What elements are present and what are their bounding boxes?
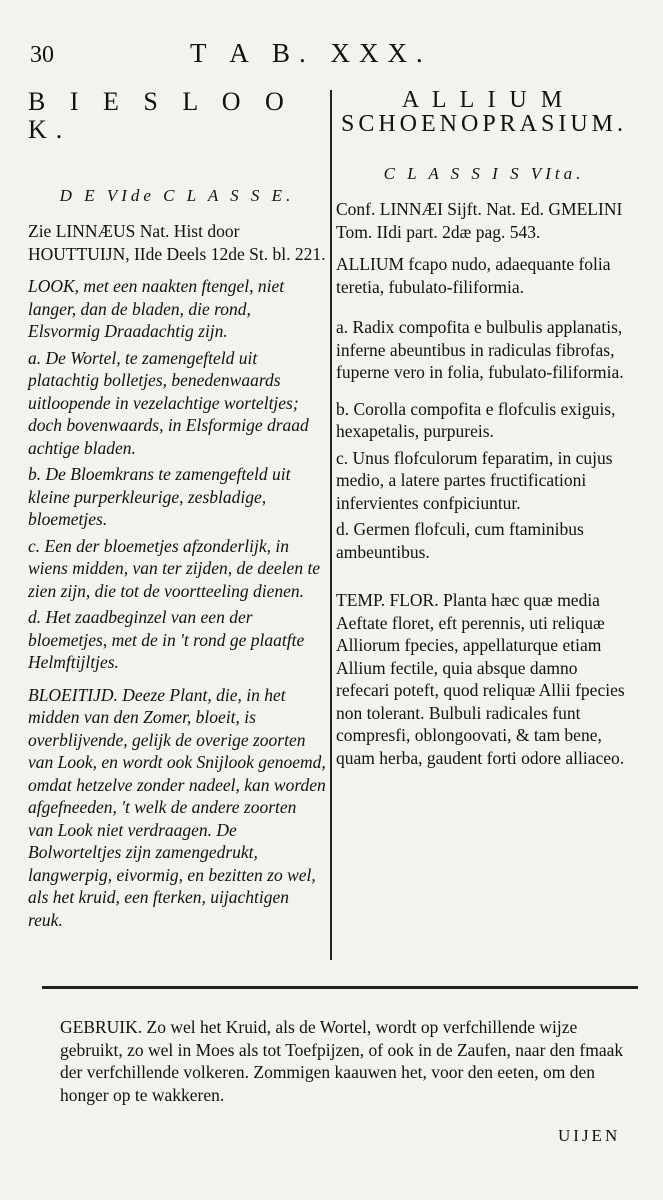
- dutch-flowering-time: BLOEITIJD. Deeze Plant, die, in het midden van den Zomer, bloeit, is overblijvende, gelijk de overige zoorten van Look, en wordt ook Snijlook genoemd, omdat hetzelve zonder nadeel, kan worden afgefneeden, 't welk de andere zoorten van Look niet verdraagen. De Bolworteltjes zijn zamengedrukt, langwerpig, eivormig, en bezitten zo wel, als het kruid, een fterken, uijachtigen reuk.: [28, 684, 326, 930]
- dutch-plant-name: B I E S L O O K.: [28, 87, 293, 144]
- catchword: UIJEN: [558, 1126, 621, 1145]
- section-rule: [42, 986, 638, 989]
- usage-paragraph: GEBRUIK. Zo wel het Kruid, als de Wortel, wordt op verfchillende wijze gebruikt, zo wel in Moes als tot Toefpijzen, of ook in de Zaufen, naar den fmaak der verfchillende volkeren. Zommigen kaauwen het, voor den eeten, om den honger op te wakkeren.: [60, 1017, 624, 1105]
- page-number: 30: [30, 42, 54, 68]
- dutch-item-a: a. De Wortel, te zamengefteld uit platachtig bolletjes, benedenwaards uitloopende in vezelachtige worteltjes; doch bovenwaards, in Elsformige draad achtige bladen.: [28, 347, 309, 458]
- latin-plant-name-line1: A L L I U M: [401, 87, 567, 113]
- dutch-item-d: d. Het zaadbeginzel van een der bloemetjes, met de in 't rond ge plaatfte Helmftijltjes.: [28, 607, 305, 672]
- latin-item-a: a. Radix compofita e bulbulis applanatis, inferne abeuntibus in radiculas fibrofas, fuperne vero in folia, fubulato-filiformia.: [336, 317, 624, 382]
- latin-item-d: d. Germen flofculi, cum ftaminibus ambeuntibus.: [336, 519, 584, 562]
- dutch-item-b: b. De Bloemkrans te zamengefteld uit kleine purperkleurige, zesbladige, bloemetjes.: [28, 464, 291, 529]
- plate-title: T A B. XXX.: [190, 38, 432, 68]
- latin-plant-name-line2: SCHOENOPRASIUM.: [340, 111, 628, 137]
- latin-reference: Conf. LINNÆI Sijft. Nat. Ed. GMELINI Tom. IIdi part. 2dæ pag. 543.: [336, 199, 623, 242]
- latin-class-heading: C L A S S I S VIta.: [383, 164, 585, 183]
- dutch-column: [28, 88, 326, 931]
- dutch-class-heading: D E VIde C L A S S E.: [59, 186, 295, 205]
- column-divider: [330, 90, 332, 960]
- latin-item-b: b. Corolla compofita e flofculis exiguis, hexapetalis, purpureis.: [336, 398, 616, 441]
- latin-description: ALLIUM fcapo nudo, adaequante folia teretia, fubulato-filiformia.: [336, 254, 611, 297]
- latin-flowering-time: TEMP. FLOR. Planta hæc quæ media Aeftate floret, eft perennis, uti reliquæ Alliorum fpecies, appellaturque etiam Allium fectile, quia absque damno refecari poteft, quod reliquæ Allii fpecies non tolerant. Bulbuli radicales funt compresfi, oblongoovati, & tam bene, quam herba, gaudent forti odore alliaceo.: [336, 590, 625, 768]
- dutch-item-c: c. Een der bloemetjes afzonderlijk, in wiens midden, van ter zijden, de deelen te zien zijn, die tot de voortteeling dienen.: [28, 535, 321, 601]
- latin-item-c: c. Unus flofculorum feparatim, in cujus medio, a latere partes fructificationi infervientes confpiciuntur.: [336, 447, 613, 513]
- dutch-description: LOOK, met een naakten ftengel, niet langer, dan de bladen, die rond, Elsvormig Draadachtig zijn.: [28, 276, 285, 341]
- dutch-reference: Zie LINNÆUS Nat. Hist door HOUTTUIJN, IIde Deels 12de St. bl. 221.: [28, 221, 326, 264]
- latin-column: [336, 88, 632, 769]
